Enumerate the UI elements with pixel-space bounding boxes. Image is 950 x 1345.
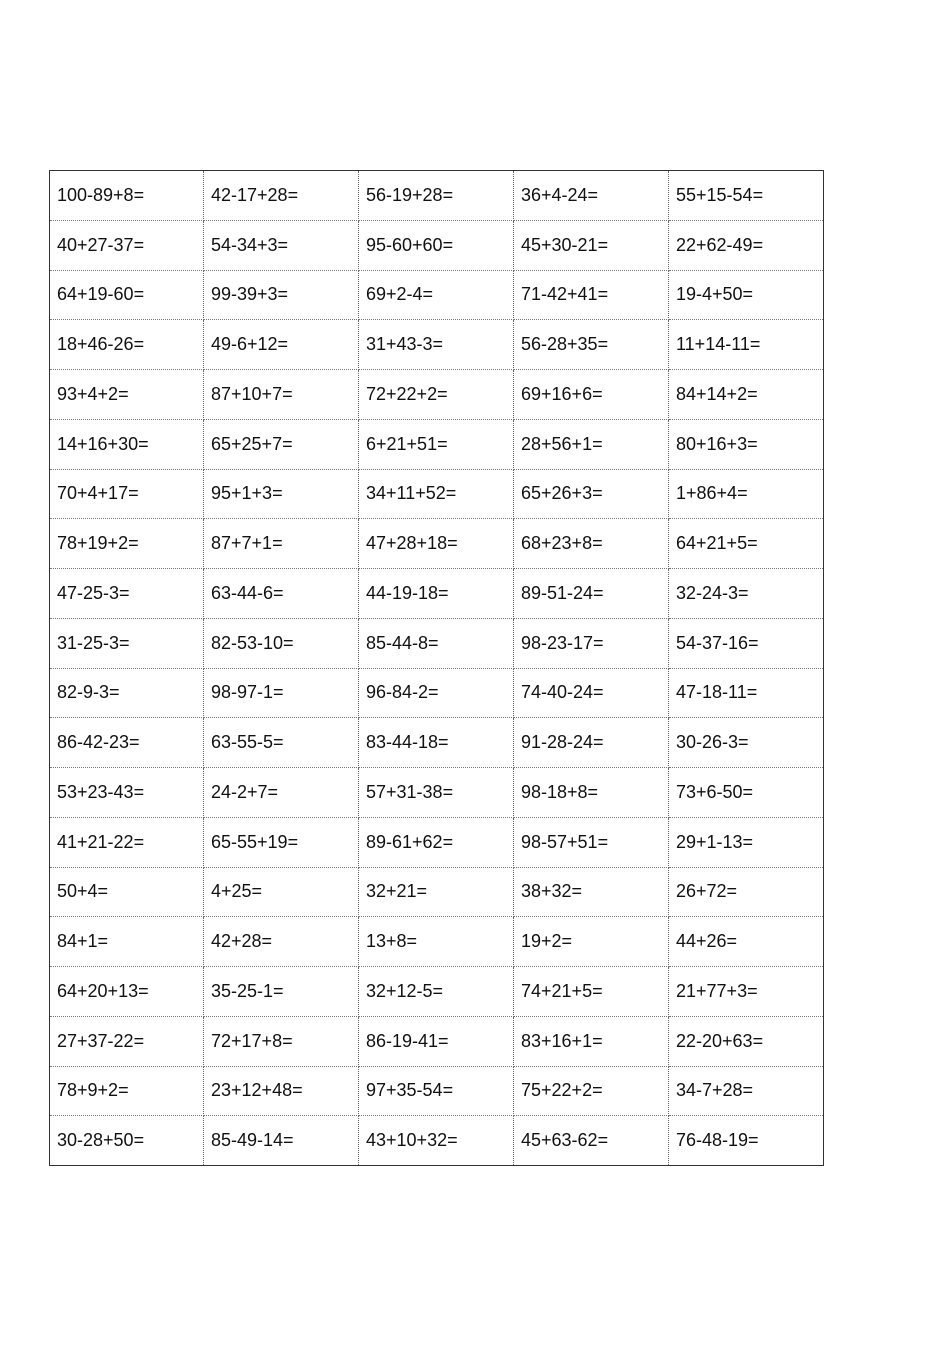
problem-cell: 98-97-1=	[204, 668, 359, 718]
problem-cell: 85-44-8=	[359, 618, 514, 668]
table-row	[50, 1066, 824, 1116]
problem-cell: 78+9+2=	[50, 1066, 204, 1116]
problem-cell: 34-7+28=	[669, 1066, 824, 1116]
problem-cell: 32-24-3=	[669, 569, 824, 619]
problem-cell: 69+16+6=	[514, 370, 669, 420]
problem-cell: 56-19+28=	[359, 171, 514, 221]
problem-cell: 1+86+4=	[669, 469, 824, 519]
problem-cell: 98-18+8=	[514, 768, 669, 818]
table-row	[50, 668, 824, 718]
problem-cell: 44+26=	[669, 917, 824, 967]
problem-cell: 80+16+3=	[669, 419, 824, 469]
problem-cell: 95+1+3=	[204, 469, 359, 519]
problem-cell: 82-9-3=	[50, 668, 204, 718]
problem-cell: 55+15-54=	[669, 171, 824, 221]
problem-cell: 65+26+3=	[514, 469, 669, 519]
problem-cell: 72+17+8=	[204, 1016, 359, 1066]
problem-cell: 85-49-14=	[204, 1116, 359, 1166]
table-row	[50, 817, 824, 867]
table-row	[50, 220, 824, 270]
problem-cell: 75+22+2=	[514, 1066, 669, 1116]
problem-cell: 100-89+8=	[50, 171, 204, 221]
table-row	[50, 1116, 824, 1166]
table-row	[50, 370, 824, 420]
problem-cell: 47-18-11=	[669, 668, 824, 718]
problem-cell: 49-6+12=	[204, 320, 359, 370]
table-row	[50, 469, 824, 519]
problem-cell: 23+12+48=	[204, 1066, 359, 1116]
problem-cell: 78+19+2=	[50, 519, 204, 569]
problem-cell: 43+10+32=	[359, 1116, 514, 1166]
problem-cell: 34+11+52=	[359, 469, 514, 519]
problem-cell: 47-25-3=	[50, 569, 204, 619]
problem-cell: 6+21+51=	[359, 419, 514, 469]
problem-cell: 21+77+3=	[669, 967, 824, 1017]
problem-cell: 40+27-37=	[50, 220, 204, 270]
problem-cell: 56-28+35=	[514, 320, 669, 370]
table-row	[50, 569, 824, 619]
problem-cell: 63-44-6=	[204, 569, 359, 619]
problem-cell: 72+22+2=	[359, 370, 514, 420]
table-row	[50, 519, 824, 569]
problem-cell: 87+7+1=	[204, 519, 359, 569]
table-row	[50, 320, 824, 370]
problem-cell: 36+4-24=	[514, 171, 669, 221]
problem-cell: 30-28+50=	[50, 1116, 204, 1166]
problem-cell: 71-42+41=	[514, 270, 669, 320]
problem-cell: 22-20+63=	[669, 1016, 824, 1066]
problem-cell: 65-55+19=	[204, 817, 359, 867]
problem-cell: 29+1-13=	[669, 817, 824, 867]
problem-cell: 22+62-49=	[669, 220, 824, 270]
problem-cell: 24-2+7=	[204, 768, 359, 818]
problem-cell: 54-34+3=	[204, 220, 359, 270]
worksheet-body	[50, 171, 824, 1166]
problem-cell: 18+46-26=	[50, 320, 204, 370]
problem-cell: 35-25-1=	[204, 967, 359, 1017]
problem-cell: 74-40-24=	[514, 668, 669, 718]
problem-cell: 42+28=	[204, 917, 359, 967]
problem-cell: 54-37-16=	[669, 618, 824, 668]
problem-cell: 89-51-24=	[514, 569, 669, 619]
problem-cell: 26+72=	[669, 867, 824, 917]
problem-cell: 82-53-10=	[204, 618, 359, 668]
problem-cell: 84+14+2=	[669, 370, 824, 420]
problem-cell: 44-19-18=	[359, 569, 514, 619]
problem-cell: 14+16+30=	[50, 419, 204, 469]
table-row	[50, 419, 824, 469]
problem-cell: 74+21+5=	[514, 967, 669, 1017]
problem-cell: 95-60+60=	[359, 220, 514, 270]
problem-cell: 19-4+50=	[669, 270, 824, 320]
table-row	[50, 618, 824, 668]
problem-cell: 45+30-21=	[514, 220, 669, 270]
arithmetic-worksheet-table	[49, 170, 824, 1166]
table-row	[50, 768, 824, 818]
problem-cell: 13+8=	[359, 917, 514, 967]
problem-cell: 93+4+2=	[50, 370, 204, 420]
problem-cell: 64+20+13=	[50, 967, 204, 1017]
problem-cell: 69+2-4=	[359, 270, 514, 320]
problem-cell: 91-28-24=	[514, 718, 669, 768]
table-row	[50, 270, 824, 320]
problem-cell: 76-48-19=	[669, 1116, 824, 1166]
problem-cell: 42-17+28=	[204, 171, 359, 221]
problem-cell: 32+12-5=	[359, 967, 514, 1017]
table-row	[50, 967, 824, 1017]
table-row	[50, 917, 824, 967]
problem-cell: 83-44-18=	[359, 718, 514, 768]
problem-cell: 41+21-22=	[50, 817, 204, 867]
problem-cell: 98-57+51=	[514, 817, 669, 867]
problem-cell: 97+35-54=	[359, 1066, 514, 1116]
problem-cell: 47+28+18=	[359, 519, 514, 569]
problem-cell: 89-61+62=	[359, 817, 514, 867]
problem-cell: 11+14-11=	[669, 320, 824, 370]
problem-cell: 4+25=	[204, 867, 359, 917]
table-row	[50, 171, 824, 221]
problem-cell: 30-26-3=	[669, 718, 824, 768]
problem-cell: 45+63-62=	[514, 1116, 669, 1166]
problem-cell: 31-25-3=	[50, 618, 204, 668]
table-row	[50, 867, 824, 917]
problem-cell: 64+21+5=	[669, 519, 824, 569]
problem-cell: 98-23-17=	[514, 618, 669, 668]
problem-cell: 31+43-3=	[359, 320, 514, 370]
problem-cell: 99-39+3=	[204, 270, 359, 320]
problem-cell: 19+2=	[514, 917, 669, 967]
problem-cell: 32+21=	[359, 867, 514, 917]
problem-cell: 65+25+7=	[204, 419, 359, 469]
problem-cell: 73+6-50=	[669, 768, 824, 818]
table-row	[50, 718, 824, 768]
table-row	[50, 1016, 824, 1066]
problem-cell: 28+56+1=	[514, 419, 669, 469]
problem-cell: 68+23+8=	[514, 519, 669, 569]
problem-cell: 50+4=	[50, 867, 204, 917]
problem-cell: 70+4+17=	[50, 469, 204, 519]
problem-cell: 87+10+7=	[204, 370, 359, 420]
problem-cell: 86-19-41=	[359, 1016, 514, 1066]
problem-cell: 53+23-43=	[50, 768, 204, 818]
problem-cell: 86-42-23=	[50, 718, 204, 768]
problem-cell: 84+1=	[50, 917, 204, 967]
problem-cell: 96-84-2=	[359, 668, 514, 718]
problem-cell: 64+19-60=	[50, 270, 204, 320]
problem-cell: 63-55-5=	[204, 718, 359, 768]
problem-cell: 38+32=	[514, 867, 669, 917]
problem-cell: 57+31-38=	[359, 768, 514, 818]
problem-cell: 83+16+1=	[514, 1016, 669, 1066]
problem-cell: 27+37-22=	[50, 1016, 204, 1066]
